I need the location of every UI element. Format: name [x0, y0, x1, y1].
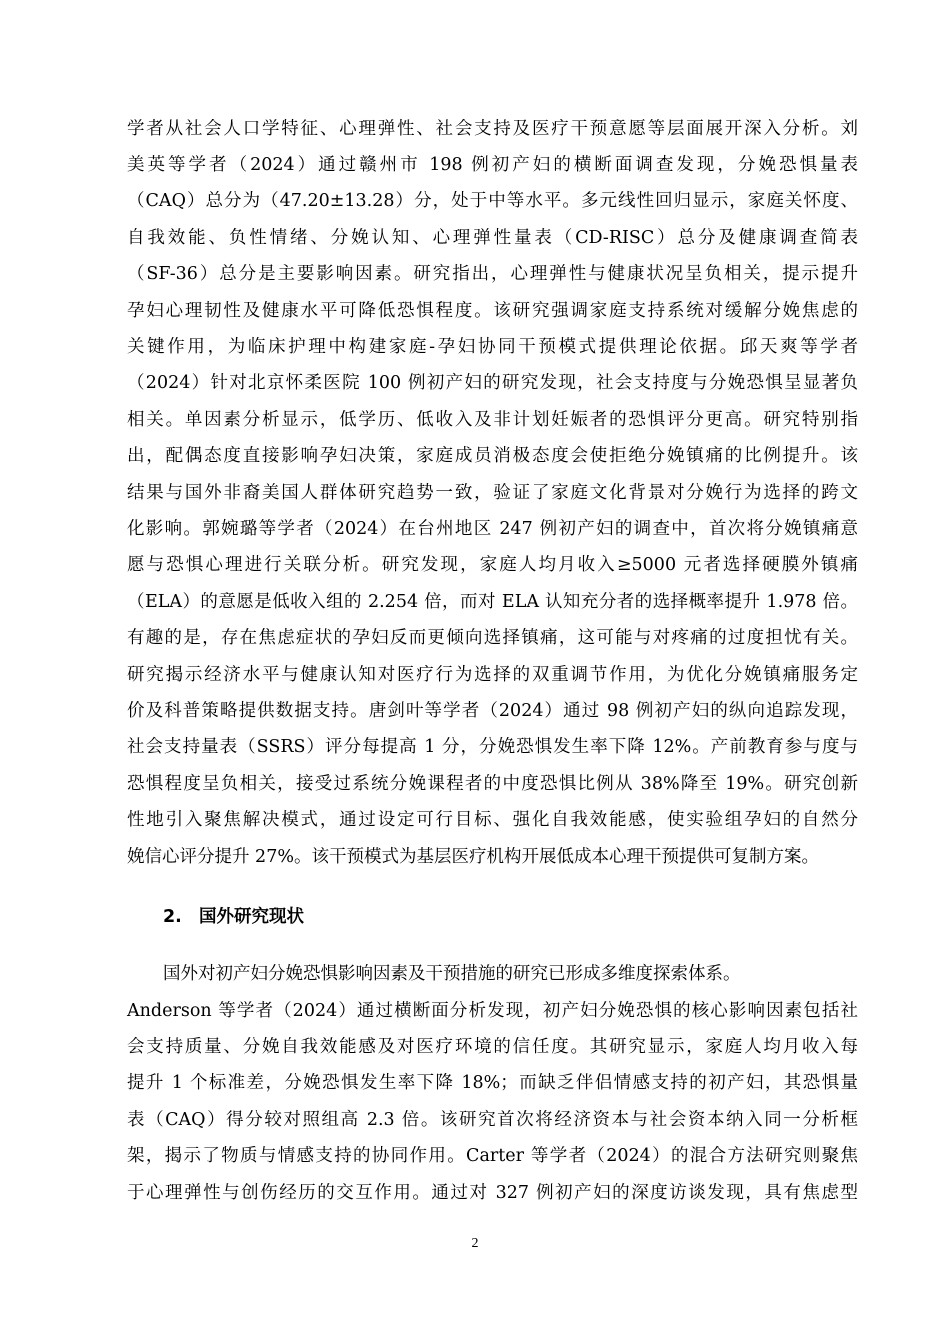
text-line: 美英等学者（2024）通过赣州市 198 例初产妇的横断面调查发现，分娩恐惧量表 [127, 155, 858, 175]
text-line: 愿与恐惧心理进行关联分析。研究发现，家庭人均月收入≥5000 元者选择硬膜外镇痛 [127, 555, 858, 575]
text-line: 价及科普策略提供数据支持。唐剑叶等学者（2024）通过 98 例初产妇的纵向追踪发现， [127, 701, 858, 721]
text-line: 自我效能、负性情绪、分娩认知、心理弹性量表（CD-RISC）总分及健康调查简表 [127, 228, 858, 248]
section-title: 国外研究现状 [199, 907, 304, 927]
section-number: 2. [163, 907, 182, 927]
text-line: Anderson 等学者（2024）通过横断面分析发现，初产妇分娩恐惧的核心影响因素包括社 [127, 1001, 858, 1021]
text-line: 孕妇心理韧性及健康水平可降低恐惧程度。该研究强调家庭支持系统对缓解分娩焦虑的 [127, 301, 858, 321]
text-line: 化影响。郭婉璐等学者（2024）在台州地区 247 例初产妇的调查中，首次将分娩镇痛意 [127, 519, 858, 539]
text-line: （ELA）的意愿是低收入组的 2.254 倍，而对 ELA 认知充分者的选择概率提升 1.978 倍。 [127, 592, 858, 612]
text-line: 会支持质量、分娩自我效能感及对医疗环境的信任度。其研究显示，家庭人均月收入每 [127, 1037, 858, 1057]
text-line: 学者从社会人口学特征、心理弹性、社会支持及医疗干预意愿等层面展开深入分析。刘 [127, 119, 858, 139]
text-line: 于心理弹性与创伤经历的交互作用。通过对 327 例初产妇的深度访谈发现，具有焦虑型 [127, 1183, 858, 1203]
text-line: 表（CAQ）得分较对照组高 2.3 倍。该研究首次将经济资本与社会资本纳入同一分析框 [127, 1110, 858, 1130]
text-line: 结果与国外非裔美国人群体研究趋势一致，验证了家庭文化背景对分娩行为选择的跨文 [127, 483, 858, 503]
text-line: （CAQ）总分为（47.20±13.28）分，处于中等水平。多元线性回归显示，家庭关怀度、 [127, 191, 858, 211]
text-line: 出，配偶态度直接影响孕妇决策，家庭成员消极态度会使拒绝分娩镇痛的比例提升。该 [127, 446, 858, 466]
text-line: （2024）针对北京怀柔医院 100 例初产妇的研究发现，社会支持度与分娩恐惧呈显著负 [127, 373, 858, 393]
text-line: 恐惧程度呈负相关，接受过系统分娩课程者的中度恐惧比例从 38%降至 19%。研究创新 [127, 774, 858, 794]
text-line: 研究揭示经济水平与健康认知对医疗行为选择的双重调节作用，为优化分娩镇痛服务定 [127, 665, 858, 685]
text-line: 关键作用，为临床护理中构建家庭-孕妇协同干预模式提供理论依据。邱天爽等学者 [127, 337, 858, 357]
text-line: 社会支持量表（SSRS）评分每提高 1 分，分娩恐惧发生率下降 12%。产前教育参与度与 [127, 737, 858, 757]
text-line: 架，揭示了物质与情感支持的协同作用。Carter 等学者（2024）的混合方法研究则聚焦 [127, 1146, 858, 1166]
text-line: 国外对初产妇分娩恐惧影响因素及干预措施的研究已形成多维度探索体系。 [163, 964, 741, 984]
text-line: 性地引入聚焦解决模式，通过设定可行目标、强化自我效能感，使实验组孕妇的自然分 [127, 810, 858, 830]
text-line: 相关。单因素分析显示，低学历、低收入及非计划妊娠者的恐惧评分更高。研究特别指 [127, 410, 858, 430]
text-line: 提升 1 个标准差，分娩恐惧发生率下降 18%；而缺乏伴侣情感支持的初产妇，其恐惧量 [127, 1073, 858, 1093]
text-line: （SF-36）总分是主要影响因素。研究指出，心理弹性与健康状况呈负相关，提示提升 [127, 264, 858, 284]
section-heading [163, 905, 304, 929]
text-line: 有趣的是，存在焦虑症状的孕妇反而更倾向选择镇痛，这可能与对疼痛的过度担忧有关。 [127, 628, 858, 648]
page-number: 2 [471, 1236, 479, 1251]
text-line: 娩信心评分提升 27%。该干预模式为基层医疗机构开展低成本心理干预提供可复制方案。 [127, 847, 819, 867]
